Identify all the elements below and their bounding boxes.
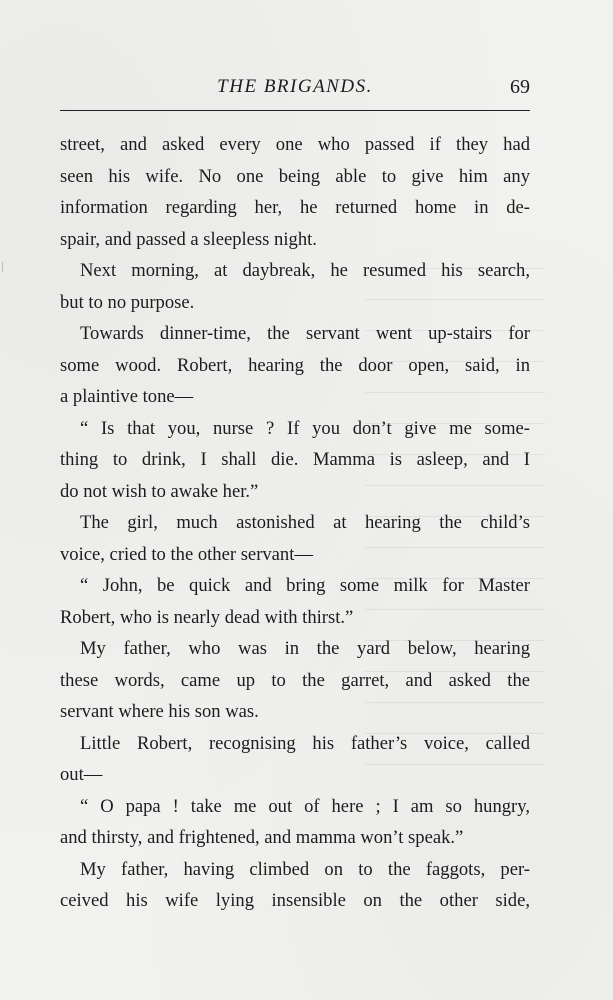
running-title: THE BRIGANDS.	[217, 76, 373, 97]
page-header	[60, 72, 530, 106]
text-line: The girl, much astonished at hearing the child’s	[80, 512, 530, 533]
text-line: Towards dinner-time, the servant went up-stairs for	[80, 323, 530, 344]
text-line: do not wish to awake her.”	[60, 480, 259, 502]
text-line: a plaintive tone—	[60, 386, 194, 407]
text-line: some wood. Robert, hearing the door open, said, in	[60, 354, 530, 376]
text-line: Next morning, at daybreak, he resumed his search,	[80, 260, 530, 281]
text-line: information regarding her, he returned home in de-	[60, 197, 530, 218]
text-line: My father, who was in the yard below, hearing	[80, 638, 530, 659]
text-line: thing to drink, I shall die. Mamma is asleep, and I	[60, 449, 530, 470]
text-line: but to no purpose.	[60, 291, 195, 313]
text-line: ceived his wife lying insensible on the other side,	[60, 890, 530, 911]
text-line: servant where his son was.	[60, 701, 259, 722]
text-line: out—	[60, 764, 103, 785]
text-line: “ O papa ! take me out of here ; I am so hungry,	[80, 795, 530, 817]
text-line: My father, having climbed on to the faggots, per-	[80, 858, 530, 880]
body-text	[60, 129, 530, 917]
text-line: voice, cried to the other servant—	[60, 543, 313, 565]
text-line: “ John, be quick and bring some milk for Master	[80, 575, 530, 596]
text-line: street, and asked every one who passed if they had	[60, 134, 530, 155]
header-rule	[60, 110, 530, 111]
text-line: Little Robert, recognising his father’s voice, called	[80, 732, 530, 754]
text-line: seen his wife. No one being able to give him any	[60, 165, 530, 187]
text-line: “ Is that you, nurse ? If you don’t give me some-	[80, 417, 530, 439]
page-number: 69	[510, 76, 530, 98]
text-line: and thirsty, and frightened, and mamma won’t speak.”	[60, 827, 464, 848]
text-line: spair, and passed a sleepless night.	[60, 228, 317, 250]
text-line: these words, came up to the garret, and asked the	[60, 669, 530, 691]
page-edge-mark	[2, 262, 7, 272]
text-line: Robert, who is nearly dead with thirst.”	[60, 606, 354, 628]
